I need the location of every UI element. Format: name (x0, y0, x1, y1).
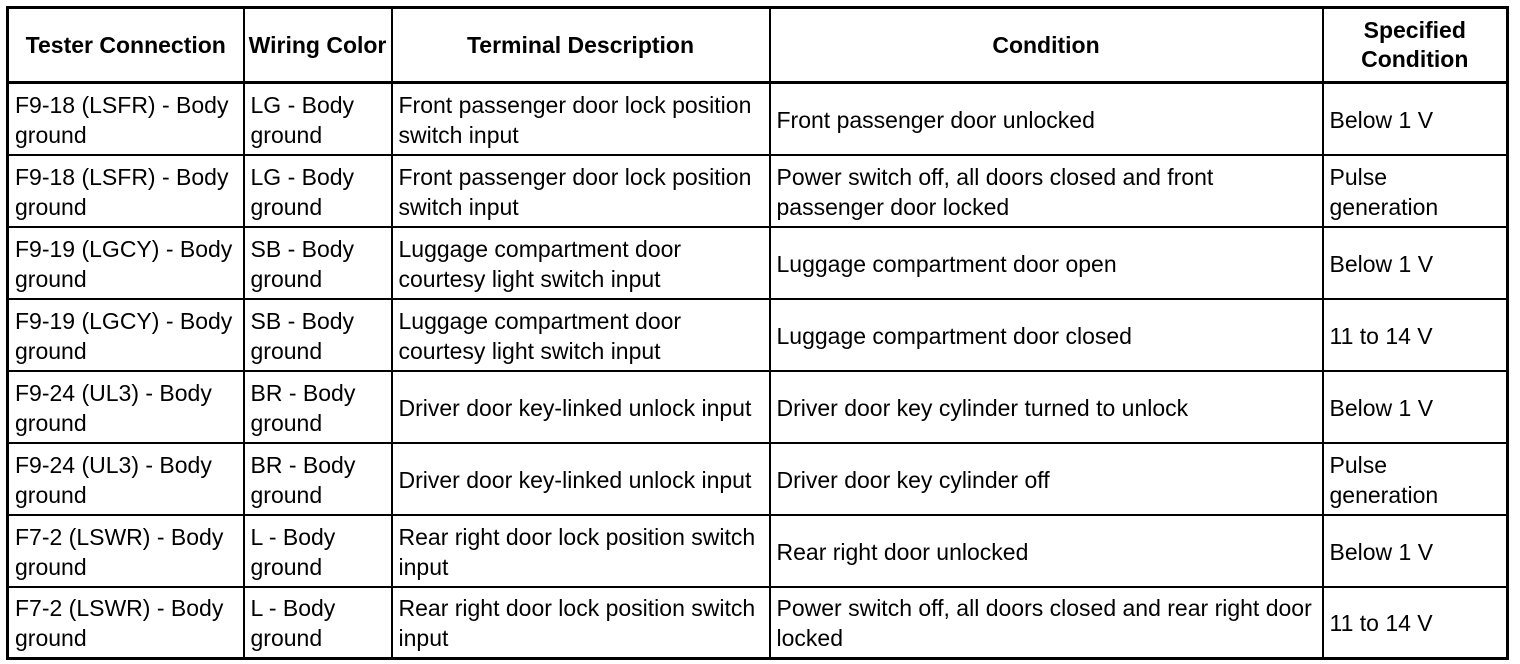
table-row (8, 371, 1508, 443)
cell-wiring-color: LG - Body ground (244, 83, 392, 155)
cell-tester-connection: F9-19 (LGCY) - Body ground (8, 227, 244, 299)
table-row (8, 83, 1508, 155)
terminal-spec-table (6, 6, 1509, 660)
header-wiring-color: Wiring Color (244, 8, 392, 83)
cell-wiring-color: SB - Body ground (244, 227, 392, 299)
cell-tester-connection: F9-19 (LGCY) - Body ground (8, 299, 244, 371)
cell-condition: Luggage compartment door open (770, 227, 1323, 299)
cell-terminal-description: Driver door key-linked unlock input (392, 443, 770, 515)
cell-terminal-description: Front passenger door lock position switch input (392, 155, 770, 227)
cell-terminal-description: Driver door key-linked unlock input (392, 371, 770, 443)
cell-terminal-description: Front passenger door lock position switch input (392, 83, 770, 155)
cell-condition: Power switch off, all doors closed and rear right door locked (770, 587, 1323, 659)
cell-terminal-description: Rear right door lock position switch input (392, 515, 770, 587)
cell-condition: Driver door key cylinder turned to unlock (770, 371, 1323, 443)
cell-wiring-color: SB - Body ground (244, 299, 392, 371)
cell-tester-connection: F7-2 (LSWR) - Body ground (8, 515, 244, 587)
cell-specified-condition: Pulse generation (1323, 155, 1508, 227)
cell-wiring-color: L - Body ground (244, 587, 392, 659)
cell-condition: Luggage compartment door closed (770, 299, 1323, 371)
header-tester-connection: Tester Connection (8, 8, 244, 83)
cell-terminal-description: Luggage compartment door courtesy light switch input (392, 227, 770, 299)
cell-specified-condition: 11 to 14 V (1323, 587, 1508, 659)
cell-specified-condition: 11 to 14 V (1323, 299, 1508, 371)
table-body (8, 83, 1508, 659)
table-row (8, 443, 1508, 515)
cell-specified-condition: Below 1 V (1323, 371, 1508, 443)
cell-condition: Rear right door unlocked (770, 515, 1323, 587)
cell-specified-condition: Below 1 V (1323, 515, 1508, 587)
cell-specified-condition: Below 1 V (1323, 83, 1508, 155)
table-row (8, 299, 1508, 371)
header-condition: Condition (770, 8, 1323, 83)
cell-condition: Driver door key cylinder off (770, 443, 1323, 515)
cell-wiring-color: BR - Body ground (244, 371, 392, 443)
cell-terminal-description: Luggage compartment door courtesy light switch input (392, 299, 770, 371)
header-terminal-description: Terminal Description (392, 8, 770, 83)
cell-tester-connection: F9-24 (UL3) - Body ground (8, 443, 244, 515)
table-row (8, 155, 1508, 227)
header-specified-condition: Specified Condition (1323, 8, 1508, 83)
cell-tester-connection: F9-18 (LSFR) - Body ground (8, 155, 244, 227)
cell-tester-connection: F9-18 (LSFR) - Body ground (8, 83, 244, 155)
table-header (8, 8, 1508, 83)
cell-wiring-color: BR - Body ground (244, 443, 392, 515)
table-row (8, 227, 1508, 299)
cell-wiring-color: LG - Body ground (244, 155, 392, 227)
cell-specified-condition: Pulse generation (1323, 443, 1508, 515)
cell-wiring-color: L - Body ground (244, 515, 392, 587)
cell-condition: Power switch off, all doors closed and front passenger door locked (770, 155, 1323, 227)
table-row (8, 515, 1508, 587)
cell-terminal-description: Rear right door lock position switch input (392, 587, 770, 659)
cell-condition: Front passenger door unlocked (770, 83, 1323, 155)
cell-specified-condition: Below 1 V (1323, 227, 1508, 299)
header-row (8, 8, 1508, 83)
cell-tester-connection: F9-24 (UL3) - Body ground (8, 371, 244, 443)
cell-tester-connection: F7-2 (LSWR) - Body ground (8, 587, 244, 659)
table-row (8, 587, 1508, 659)
